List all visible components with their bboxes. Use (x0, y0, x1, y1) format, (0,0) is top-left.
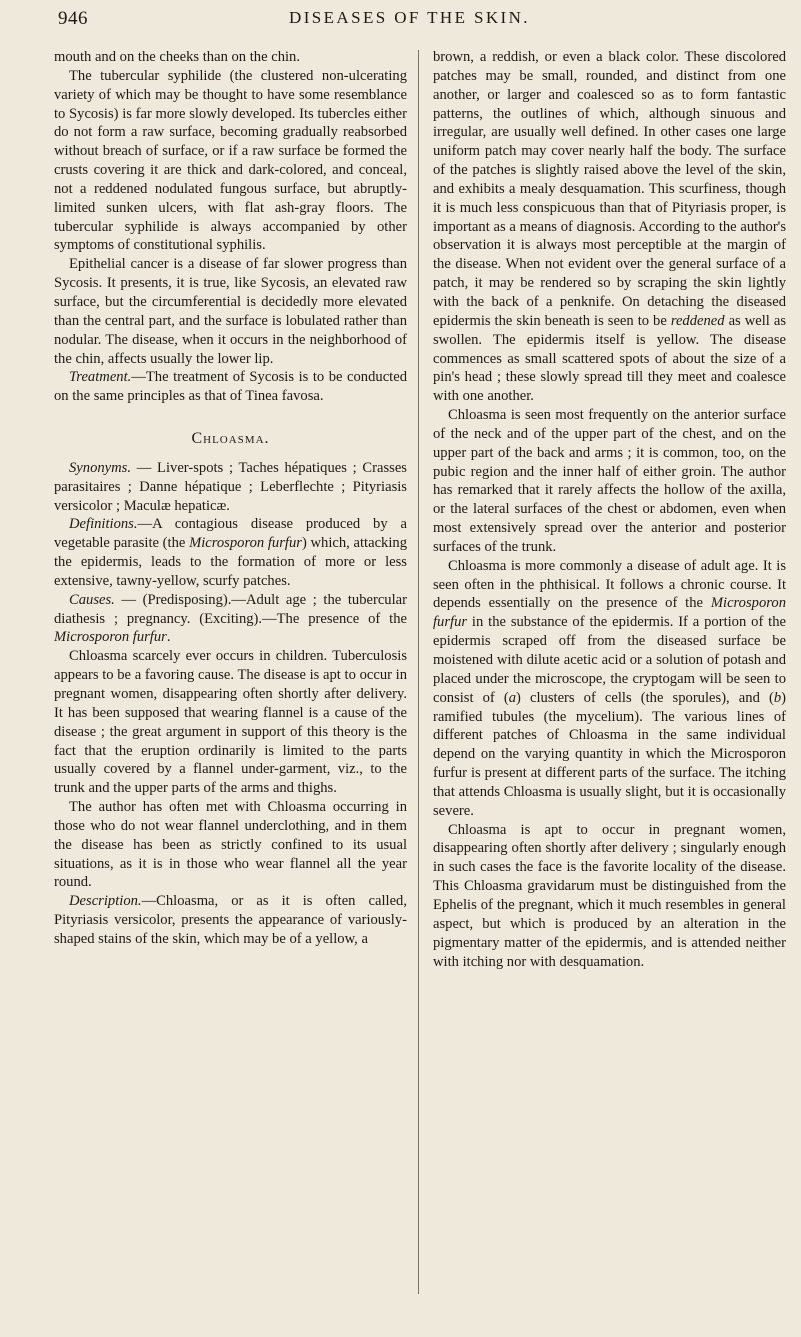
definitions-italic: Microsporon furfur (189, 535, 302, 552)
definitions-label: Definitions. (69, 516, 138, 533)
synonyms-paragraph (54, 459, 407, 516)
definitions-text: —A contagious disease produced by a vegetable parasite (the (54, 516, 407, 552)
italic-letter: a (508, 689, 517, 706)
italic-run: Microsporon furfur (433, 595, 786, 631)
text-run: in the substance of the epidermis. If a portion of the epidermis scraped off from the diseased surface be moistened with dilute acetic acid or a solution of potash and placed under the microscope, the cryptogam will be seen to consist of ( (433, 614, 786, 706)
treatment-text: —The treatment of Sycosis is to be conducted on the same principles as that of Tinea favosa. (54, 369, 407, 405)
definitions-text-end: ) which, attacking the epidermis, leads to the formation of more or less extensive, tawny-yellow, scurfy patches. (54, 535, 407, 589)
paragraph: Chloasma is seen most frequently on the anterior surface of the neck and of the upper part of the chest, and on the upper part of the back and arms ; it is common, too, on the pubic region and the inner half of either groin. The author has remarked that it rarely affects the hollow of the axilla, or the lateral surfaces of the chest or abdomen, even when most extensively spread over the anterior and posterior surfaces of the trunk. (433, 407, 786, 555)
running-title: DISEASES OF THE SKIN. (289, 8, 530, 27)
italic-run: reddened (670, 312, 725, 329)
paragraph: Chloasma scarcely ever occurs in children. Tuberculosis appears to be a favoring cause. The disease is apt to occur in pregnant women, disappearing often shortly after delivery. It has been supposed that wearing flannel is a cause of the disease ; the great argument in support of this theory is the fact that the eruption ordinarily is limited to the parts usually covered by a flannel under-garment, viz., to the trunk and the upper parts of the arms and thighs. (54, 648, 407, 797)
text-run: ) ramified tubules (the mycelium). The various lines of different patches of Chloasma in the same individual depend on the varying quantity in which the Microsporon furfur is present at different parts of the surface. The itching that attends Chloasma is usually slight, but it is occasionally severe. (433, 689, 786, 819)
causes-label: Causes. (69, 591, 115, 608)
synonyms-text: — Liver-spots ; Taches hépatiques ; Crasses parasitaires ; Danne hépatique ; Leberflechte ; Pityriasis versicolor ; Maculæ hepaticæ. (54, 459, 407, 514)
description-text: —Chloasma, or as it is often called, Pityriasis versicolor, presents the appearance of variously-shaped stains of the skin, which may be of a yellow, a (54, 893, 407, 947)
definitions-paragraph (54, 515, 407, 590)
running-head (58, 8, 761, 34)
paragraph (433, 48, 786, 406)
paragraph: Chloasma is apt to occur in pregnant women, disappearing often shortly after delivery ; singularly enough in such cases the face is the favorite locality of the disease. This Chloasma gravidarum must be distinguished from the Ephelis of the pregnant, which it much resembles in general aspect, but which is produced by an alteration in the pigmentary matter of the epidermis, and is attended neither with itching nor with desquamation. (433, 821, 786, 970)
text-run: as well as swollen. The epidermis itself is yellow. The disease commences as small scattered spots of about the size of a pin's head ; these slowly spread till they meet and coalesce with one another. (433, 312, 786, 405)
paragraph: The tubercular syphilide (the clustered non-ulcerating variety of which may be thought to have some resemblance to Sycosis) is far more slowly developed. Its tubercles either do not form a raw surface, becoming gradually reabsorbed without breach of surface, or if a raw surface be formed the crusts covering it are thick and dark-colored, and conceal, not a reddened nodulated fungous surface, but abruptly-limited sunken ulcers, with flat ash-gray floors. The tubercular syphilide is always accompanied by other symptoms of constitutional syphilis. (54, 67, 407, 254)
paragraph: Epithelial cancer is a disease of far slower progress than Sycosis. It presents, it is true, like Sycosis, an elevated raw surface, but the circumferential is decidedly more elevated than the central part, and the surface is lobulated rather than nodular. The disease, when it occurs in the neighborhood of the chin, affects usually the lower lip. (54, 256, 407, 367)
synonyms-label: Synonyms. (69, 459, 132, 476)
paragraph (433, 557, 786, 821)
left-column (54, 48, 407, 949)
paragraph: mouth and on the cheeks than on the chin. (54, 49, 301, 65)
paragraph: The author has often met with Chloasma occurring in those who do not wear flannel underclothing, and in them the disease has been as strictly confined to its usual situations, as it is in those who wear flannel all the year round. (54, 799, 407, 891)
treatment-label: Treatment. (69, 369, 132, 386)
description-paragraph (54, 892, 407, 949)
causes-text: — (Predisposing).—Adult age ; the tubercular diathesis ; pregnancy. (Exciting).—The presence of the (54, 591, 407, 627)
treatment-paragraph (54, 368, 407, 406)
text-run: ) clusters of cells (the sporules), and ( (516, 689, 774, 706)
section-heading: Chloasma. (191, 430, 270, 448)
right-column (433, 48, 786, 971)
causes-paragraph (54, 591, 407, 648)
italic-letter: b (773, 689, 782, 706)
column-divider (418, 50, 419, 1294)
page-number: 946 (58, 8, 88, 29)
text-run: brown, a reddish, or even a black color. These discolored patches may be small, rounded, and distinct from one another, or larger and coalesced so as to form fantastic patterns, the outlines of which, although sinuous and irregular, are usually well defined. In other cases one large uniform patch may cover nearly half the body. The surface of the patches is slightly raised above the level of the skin, and exhibits a mealy desquamation. This scurfiness, though it is much less conspicuous than that of Pityriasis proper, is important as a means of diagnosis. According to the author's observation it is always most perceptible at the margin of the disease. When not evident over the general surface of a patch, it may be rendered so by scraping the skin lightly with the back of a penknife. On detaching the diseased epidermis the skin beneath is seen to be (433, 49, 786, 329)
causes-italic: Microsporon furfur (54, 629, 167, 646)
causes-text-end: . (166, 629, 171, 646)
description-label: Description. (69, 893, 142, 910)
text-run: Chloasma is more commonly a disease of adult age. It is seen often in the phthisical. It follows a chronic course. It depends essentially on the presence of the (433, 557, 786, 612)
